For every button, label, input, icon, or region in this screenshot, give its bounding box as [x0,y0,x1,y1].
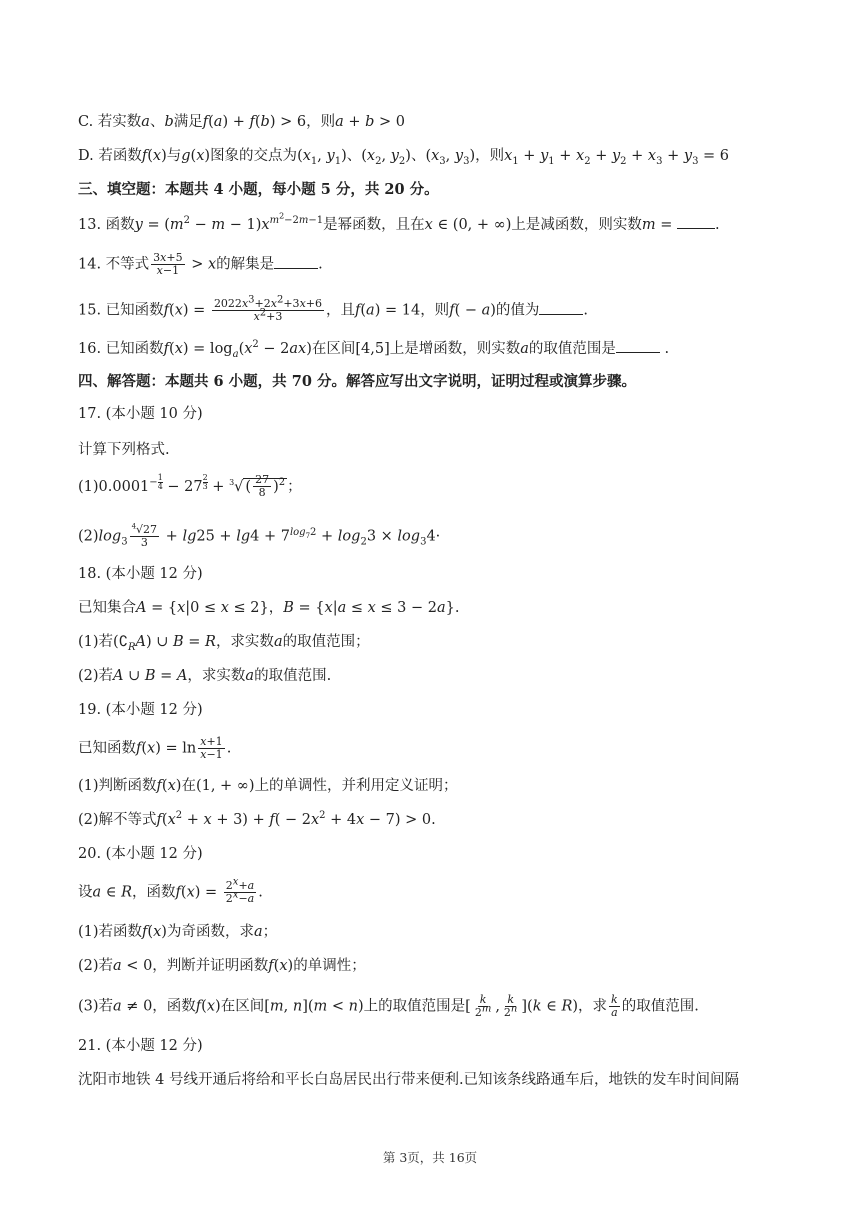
answer-blank [677,214,715,229]
answer-blank [539,300,583,315]
question-18-part-2: (2)若A ∪ B = A，求实数a的取值范围. [78,668,332,684]
question-19-part-1: (1)判断函数f(x)在(1, + ∞)上的单调性，并利用定义证明； [78,778,458,794]
question-21-text: 沈阳市地铁 4 号线开通后将给和平长白岛居民出行带来便利.已知该条线路通车后，地铁的发车时间间隔 [78,1072,740,1088]
question-13: 13. 函数$y = (m^2 - m - 1)x^{m^2-2m-1}$是幂函数，且在x ∈ (0, + ∞)上是减函数，则实数m = . [78,211,720,233]
question-20-header: 20. (本小题 12 分) [78,846,203,862]
option-c: C. 若实数a、b满足f(a) + f(b) > 6，则a + b > 0 [78,114,405,130]
question-19-part-2: (2)解不等式$f(x^2 + x + 3) + f( - 2x^2 + 4x - 7) > 0$. [78,810,436,828]
question-17-intro: 计算下列格式. [78,442,170,458]
question-18-intro: 已知集合A = {x|0 ≤ x ≤ 2}，B = {x|a ≤ x ≤ 3 − 2a}. [78,600,460,616]
section-answer-heading: 四、解答题：本题共 6 小题，共 70 分。解答应写出文字说明，证明过程或演算步骤。 [78,373,636,390]
question-20-part-1: (1)若函数f(x)为奇函数，求a； [78,924,278,940]
question-18-header: 18. (本小题 12 分) [78,566,203,582]
question-20-part-3: (3)若a ≠ 0，函数f(x)在区间[m, n](m < n)上的取值范围是[ $\frac{k}{2^m}$ , $\frac{k}{2^n}$ ](k ∈ R)，求 $\frac{k}{a}$ 的取值范围. [78,993,699,1019]
question-17-part-2: $(2)\log_3$ $\frac{^4√27}{3}$ + $\lg 25 + \lg 4 + 7^{log_72} + \log_23 \times \log_34\cdot$ [78,522,441,549]
question-17-header: 17. (本小题 10 分) [78,406,203,422]
question-19-header: 19. (本小题 12 分) [78,702,203,718]
question-20-part-2: (2)若a < 0，判断并证明函数f(x)的单调性； [78,958,366,974]
answer-blank [616,338,660,353]
answer-blank [274,254,318,269]
question-18-part-1: (1)若$(∁_RA)$ ∪ B = R，求实数a的取值范围； [78,634,370,653]
question-16: 16. 已知函数$f(x) = \log_a(x^2 - 2ax)$在区间[4,5]上是增函数，则实数a的取值范围是 . [78,339,670,360]
question-15: 15. 已知函数f(x) = $\frac{2022x^3+2x^2+3x+6}{x^2+3}$ ，且f(a) = 14，则f( − a)的值为 . [78,294,589,323]
question-14: 14. 不等式 $\frac{3x+5}{x-1}$ > x的解集是 . [78,251,323,277]
option-d: D. 若函数f(x)与g(x)图象的交点为($x_1$, $y_1$)、($x_2$, $y_2$)、($x_3$, $y_3$)，则$x_1 + y_1 + x_2 + y_2 + x_3 + y_3 = 6$ [78,148,730,167]
question-21-header: 21. (本小题 12 分) [78,1038,203,1054]
question-19-intro: 已知函数f(x) = ln $\frac{x+1}{x-1}$ . [78,735,232,761]
page-footer: 第 3页，共 16页 [382,1150,478,1165]
question-20-intro: 设a ∈ R，函数f(x) = $\frac{2^x+a}{2^x-a}$ . [78,876,263,905]
section-fill-in-heading: 三、填空题：本题共 4 小题，每小题 5 分，共 20 分。 [78,181,439,198]
question-17-part-1: $(1)0.0001^{- \frac{1}{4}}$ − 27 $^{\frac{2}{3}}$ + $^3$√ ( $\frac{27}{8}$ )$^2$ ； [78,473,302,500]
